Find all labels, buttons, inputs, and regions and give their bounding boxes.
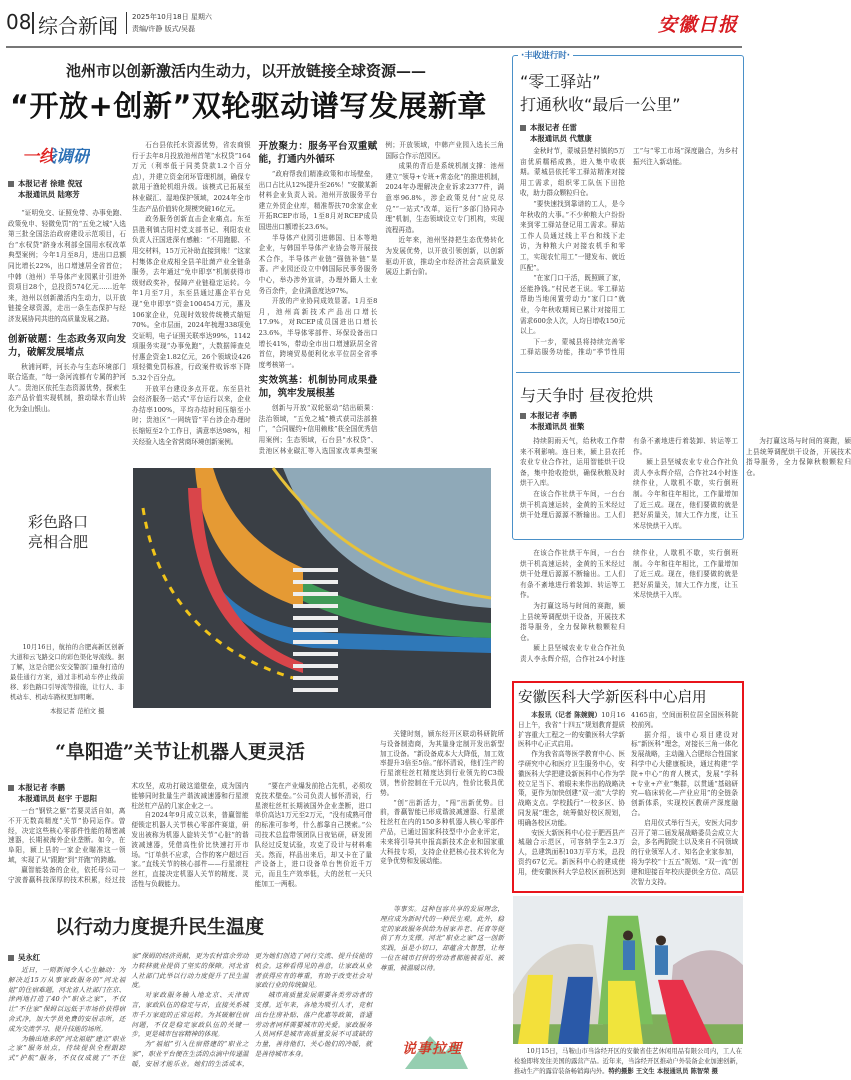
issue-date: 2025年10月18日 星期六 xyxy=(132,13,212,21)
photo-camping-products xyxy=(513,896,743,1044)
divider xyxy=(32,12,34,34)
photo1-caption: 10月16日，航拍的合肥高新区创新大道和云飞路交口的彩色渠化导流线。据了解，这是合肥公安交警部门量身打造的最佳通行方案，通过非机动车停止线前移、彩色路口引导流等措施，让行人、非机动车、机动车路权更加明晰。 本报记者 范柏文 摄 xyxy=(10,644,124,715)
lead-kicker: 池州市以创新激活内生动力，以开放链接全球资源—— xyxy=(66,62,427,80)
sidebar-article1-byline: 本报记者 任雷 本报通讯员 代慧康 xyxy=(520,122,630,144)
robot-body-right: 关键时刻，颍东经开区联动科研院所与设备制造商，为其量身定制开发出新型加工设备。“新设备成本大大降低，加工效率提升3倍至5倍。”郁怀清说，他们生产的行星滚柱丝杠精度达到行业领先的C3级别，售价控制在千元以内，性价比极具优势。 “创”出新活力，“闯”出新优势。目前，普赢智能已形成谐波减速器、行星滚柱丝杠在内的150多种机器人核心零部件产品，已通过国家科技型中小企业评定，未来将引导其申报高新技术企业和国家重大科技专项，支持企业把核心技术转化为竞争优势和发展动能。 xyxy=(380,730,504,866)
opinion-byline: 吴永红 xyxy=(8,952,125,963)
opinion-body: 吴永红 近日，一则新闻令人心生触动：为解决近15万从事家政服务的“河北福姐”的住宿难题，河北省人社部门在京、津两地打造了40个“职业之家”，不仅让“不住家”保姆以远低于市场价获得宿舍式净，加大学员免费的安居志所，还成为交流学习、提升技能的场所。 为输出地多的“河北福姐”建立“职业之家”服务站点，持续提供全程跟踪式“护航”服务，不仅仅成就了“不住家”保姆的经济贡献，更为农村富余劳动力转移就业提供了坚实的保障。河北省人社部门此举以行动力度提升了民生温度。 对家政服务输入地北京、天津而言，家政队伍的稳定与否，直接关系城市千万家庭的正常运转。为其破解住宿问题，不仅是稳定家政队伍的关键一步，更是城市包容精神的体现。 为“福姐”引入住宿搭建的“职业之家”，职业平台便在生活的点滴中传递温暖，安居才能乐业。她们的生活成本，更为她们创造了同行交流、提升技能的机会。这种看得见的善意，让家政从业者获得应有的尊重，有助于改变社会对家政行业的传统偏见。 城市高质量发展需要各类劳动者的支撑。近年来，各地为吸引人才，竞相出台住房补贴、落户优惠等政策，普通劳动者同样需要城市的关爱。家政服务人员同样是城市高质量发展不可或缺的力量，善待他们、关心他们的冷暖，就是善待城市本身。 xyxy=(8,952,372,1068)
lead-subhead-2: 开放聚力：服务平台双重赋能，打通内外循环 xyxy=(258,141,378,165)
robot-byline: 本报记者 李鹏 本报通讯员 赵宇 于思阳 xyxy=(8,782,125,804)
lead-byline: 本报记者 徐建 倪冠 本报通讯员 陆寒芳 xyxy=(8,178,128,200)
photo1-title: 彩色路口 亮相合肥 xyxy=(28,513,89,551)
divider xyxy=(126,12,127,34)
header-rule xyxy=(6,46,742,48)
column-logo-shuoshi-lali: 说事拉理 xyxy=(400,1024,470,1074)
page-number: 08 xyxy=(6,10,32,34)
sidebar-article1-title: “零工驿站” 打通秋收“最后一公里” xyxy=(520,72,681,114)
lead-title: “开放+创新”双轮驱动谱写发展新章 xyxy=(10,89,487,123)
med-center-article xyxy=(512,681,744,893)
robot-title: “阜阳造”关节让机器人更灵活 xyxy=(55,741,305,763)
lead-col1: “证明免交、证照免带、办事免跑、政策免申、轻微免罚”的“五免之城”入选第三批全国法治政府建设示范项目，石台“水权贷”跻身水利部全国用水权改革典型案例；今年1月至8月，进出口总额同比增长22%，出口增速居全省首位；中韩（池州）半导体产业园累计引进外资项目28个，总投资574亿元……近年来，池州以创新激活内生动力，以开放链接全球资源，走出一条生态保护与经济发展协同共进的高质量发展之路。 创新破题：生态政务双向发力，破解发展堵点 秋浦河畔，河长办与生态环境部门联合巡查，“每一条河流都有专属的护河人”。贵池区依托生态资源优势，探索生态产品价值实现机制，推动绿水青山转化为金山银山。 xyxy=(8,209,126,413)
opinion-title: 以行动力度提升民生温度 xyxy=(55,916,265,938)
sidebar-article1-body: 金秋时节，蒙城县楚村镇的5万亩优质糯稻成熟，进入集中收获期。蒙城县依托零工驿站精准对接用工需求，组织零工队伍下田抢收，助力群众颗粒归仓。 “要快速找到靠谱的工人，是今年秋收的大事。”不少种粮大户纷纷来到零工驿站登记用工需求。驿站工作人员通过线上平台和线下走访，为种粮大户对接农机手和零工，实现农忙用工“一键发布、就近匹配”。 “在家门口干活，既照顾了家，还能挣钱。”村民老王说。零工驿站帮助当地闲置劳动力“家门口”就业，今年秋收期间已累计对接用工需求600余人次，人均日增收150元以上。 下一步，蒙城县将持续完善零工驿站服务功能，推动“季节性用工”与“零工市场”深度融合，为乡村振兴注入新动能。 xyxy=(520,147,738,357)
section-name: 综合新闻 xyxy=(38,14,118,38)
lead-columns: 石台县依托水资源优势，省农商银行于去年8月投放池州首笔“水权贷”164万元（利率低于同类贷款1.2个百分点），并建立资金闭环管理机制，确保专款用于渔轮机组升级。该模式已拓展至林业碳汇、湿地保护领域，2024年全市生态产品价值转化规模突破16亿元。 政务服务创新直击企业痛点。东至县胜利镇古阳村党支部书记、利阳农业负责人汪国进深有感触：“不用跑腿、不用交材料，15万元补助直接到账！”这家村集体企业成相全县羊肚菌产业全链条服务，去年通过“免申即享”机制获得市级财政奖补，保障产业链稳定运转。今年1月至7月，东至县通过惠企平台兑现“免申即享”资金100454万元，惠及106家企业，兑现时效较传统模式缩短70%。全市层面，2024年梳理338项免交证明，电子证照关联率达99%，1142项服务实现“办事免跑”，大数据筛查兑付惠企资金1.82亿元，26个领域设426项轻微免罚标准，行政案件败诉率下降5.32个百分点。 开放平台建设多点开花。东至县社会经济服务一站式”平台运行以来，企业办结率100%，平均办结时间压缩至小时；贵池区“一网统管”平台涉企办理时长缩短至2个工作日，满意率达98%，相关经验入选全省营商环境创新案例。 开放聚力：服务平台双重赋能，打通内外循环 “政府帮我们精准政策和市场壁垒，出口占比从12%提升至26%！”安徽某新材料企业负责人说。池州开放服务平台建立外贸企业库，精准帮扶70余家企业开拓RCEP市场，1至8月对RCEP成员国进出口额增长23.6%。 半导体产业园引进韩国、日本等地企业，与韩国半导体产业协会等开展技术合作，半导体产业链“强链补链”显著。产业园还设立中韩国际民事务服务中心，举办涉外宣讲，办理外籍人士业务百余件，企业满意度达97%。 开放的产业协同成效显著。1月至8月，池州高新技术产品出口增长17.9%，对RCEP成员国进出口增长23.6%，半导体零部件、环保设备出口增长41%，带动全市出口增速跃居全省首位，跨境贸易便利化水平位居全省季度考核第一。 实效筑基：机制协同成果叠加，筑牢发展根基 创新与开放“双轮驱动”结出硕果：法治领域，“五免之城”模式获司法部推广，“合同履约+信用赖账”获全国优秀信用案例；生态领域，石台县“水权贷”、贵池区林业碳汇等入选国家改革典型案例；开放领域，中韩产业园入选长三角国际合作示范园区。 成果的背后是系统机制支撑：池州建立“领导+专班+常态化”的推进机制，2024年办理解决企业诉求2377件，满意率96.8%，涉企政策兑付“应兑尽兑”“一站式”改革，运行“多部门协同办理”机制，生态领域设立专门机构，实现流程再造。 近年来，池州坚持把生态优势转化为发展优势，以开放引领创新，以创新驱动开放，推动全市经济社会高质量发展迈上新台阶。 xyxy=(132,141,504,455)
sidebar-article2-title: 与天争时 昼夜抢烘 xyxy=(520,386,654,405)
newspaper-logo: 安徽日报 xyxy=(657,14,738,36)
editors: 责编/许静 版式/吴磊 xyxy=(132,25,195,33)
med-body: 本报讯（记者 陈婉婉）10月16日上午，我省“十四五”规划教育提质扩容重大工程之一的安徽医科大学新医科中心正式启用。 作为我省高等医学教育中心、医学研究中心和医疗卫生服务中心，安徽医科大学把建设新医科中心作为学校立足当下、着眼未来作出的战略决策，更作为加快创建“双一流”大学的战略支点。学校践行“一校多区、协同发展”理念，统筹做好校区规划，明确各校区功能。 安医大新医科中心位于肥西县产城融合示范区，可容纳学生2.3万人，总建筑面积103万平方米，总投资约67亿元。新医科中心的建成使用，使安徽医科大学总校区面积达到4165亩，空间面积位居全国医科院校前列。 据介绍，该中心项目建设对标“新医科”理念，对接长三角一体化发展战略，主动融入合肥综合性国家科学中心大健康板块，通过构建“学院+中心”的育人模式，发展“学科+专业+产业”集群，以贯通“基础研究—临床转化—产业应用”的全链条创新体系，实现校区教研产深度融合。 启用仪式举行当天，安医大同步召开了第二届发展战略委员会成立大会，多名两院院士以及来自不同领域的行业领军人才、知名企业家参加，将为学校“十五五”规划、“双一流”创建和迎接百年校庆提供全方位、高层次智力支持。 xyxy=(518,711,738,886)
sidebar-divider xyxy=(516,372,740,373)
column-logo-yixian-diaoyan: 一线调研 xyxy=(22,147,90,167)
med-title: 安徽医科大学新医科中心启用 xyxy=(518,690,707,706)
lead-subhead-1: 创新破题：生态政务双向发力，破解发展堵点 xyxy=(8,333,126,358)
robot-body-left: 本报记者 李鹏 本报通讯员 赵宇 于思阳 一台“钢铁之躯”若要灵活自如，离不开无数高精度“关节”协同运作。曾经，决定这些核心零部件性能的精密减速器，长期被海外企业垄断。如今，在阜阳，颍上县的一家企业瞄准这一领域，实现了从“跟跑”到“并跑”的跨越。 赢智能装备的企业，依托母公司一宁波普赢科技深厚的技术积累，经过技术攻坚，成功打破这道壁垒，成为国内能够同时批量生产谐波减速器和行星滚柱丝杠产品的几家企业之一。 自2024年9月成立以来，普赢智能便锁定机器人关节核心零部件赛道，研发出被称为机器人旋转关节“心脏”的谐波减速器，凭借高性价比快速打开市场。“订单供不应求，合作的客户超过百家。”直线关节的核心部件——行星滚柱丝杠，直接决定机器人关节的精度、灵活性与负载能力。 “要在产业爆发前抢占先机，必须攻克技术壁垒。”公司负责人郁怀清说，行星滚柱丝杠长期被国外企业垄断，进口单价高达1万元至2万元，“没有成熟可借的标准可参考，什么都靠自己摸索。”公司技术总监带领团队日夜钻研，研发团队经过反复试验，攻克了设计与材料难关。然而，样品出来后，却又卡在了量产设备上，进口设备单台售价近千万元，而且生产效率低，大的丝杠一天只能加工一两根。 xyxy=(8,782,372,888)
sidebar-article2-body: 持续阴雨天气，给秋收工作带来不利影响。连日来，颍上县农托农业专业合作社，运用智能烘干设备，集中抢收抢烘，确保秋粮及时烘干入库。 在该合作社烘干车间，一台台烘干机高速运转，金黄的玉米经过烘干处理后源源不断输出。工人们有条不紊地进行着装卸、转运等工作。 颍上县坚城农业专业合作社负责人李永辉介绍，合作社24小时连续作业，人歇机不歇，实行倒班制。今年和往年相比，工作量增加了近三成。现在，他们要做的就是把好质量关，加大工作力度，让玉米尽快烘干入库。 为打赢这场与时间的赛跑，颍上县统筹调配烘干设备，开展技术指导服务，全力保障秋粮颗粒归仓。 xyxy=(520,437,851,530)
sidebar-article2-continued: 在该合作社烘干车间，一台台烘干机高速运转，金黄的玉米经过烘干处理后源源不断输出。工人们有条不紊地进行着装卸、转运等工作。 为打赢这场与时间的赛跑，颍上县统筹调配烘干设备，开展技术指导服务，全力保障秋粮颗粒归仓。 颍上县坚城农业专业合作社负责人李永辉介绍，合作社24小时连续作业，人歇机不歇，实行倒班制。今年和往年相比，工作量增加了近三成。现在，他们要做的就是把好质量关，加大工作力度，让玉米尽快烘干入库。 xyxy=(520,549,738,663)
photo-colored-intersection xyxy=(133,468,491,708)
photo2-caption: 10月15日，马鞍山市当涂经开区的安徽省佳艺休闲用品有限公司内，工人在检验即将发往美国的露营产品。近年来，当涂经开区推动户外装备企业加速创新，推动生产的露营装备畅销海内外。特约摄影 王文生 本报通讯员 陈智荣 摄 xyxy=(514,1048,742,1075)
sidebar-article2-byline: 本报记者 李鹏 本报通讯员 崔檠 xyxy=(520,410,630,432)
opinion-body-right: 等事实。这种包容共享的发展理念，理应成为新时代的一种民生观。此外，稳定的家政服务供给为居家养老、托育等提供了有力支撑。河北“职业之家”这一创新实践，虽是小切口，却蕴含大智慧，让每一位在城市打拼的劳动者都能被看见、被尊重，被温暖以待。 xyxy=(380,905,504,972)
byline-marker xyxy=(8,181,14,187)
page-header xyxy=(6,8,742,44)
sidebar-column-label: ·丰收进行时· xyxy=(518,49,573,61)
lead-subhead-3: 实效筑基：机制协同成果叠加，筑牢发展根基 xyxy=(258,375,378,400)
